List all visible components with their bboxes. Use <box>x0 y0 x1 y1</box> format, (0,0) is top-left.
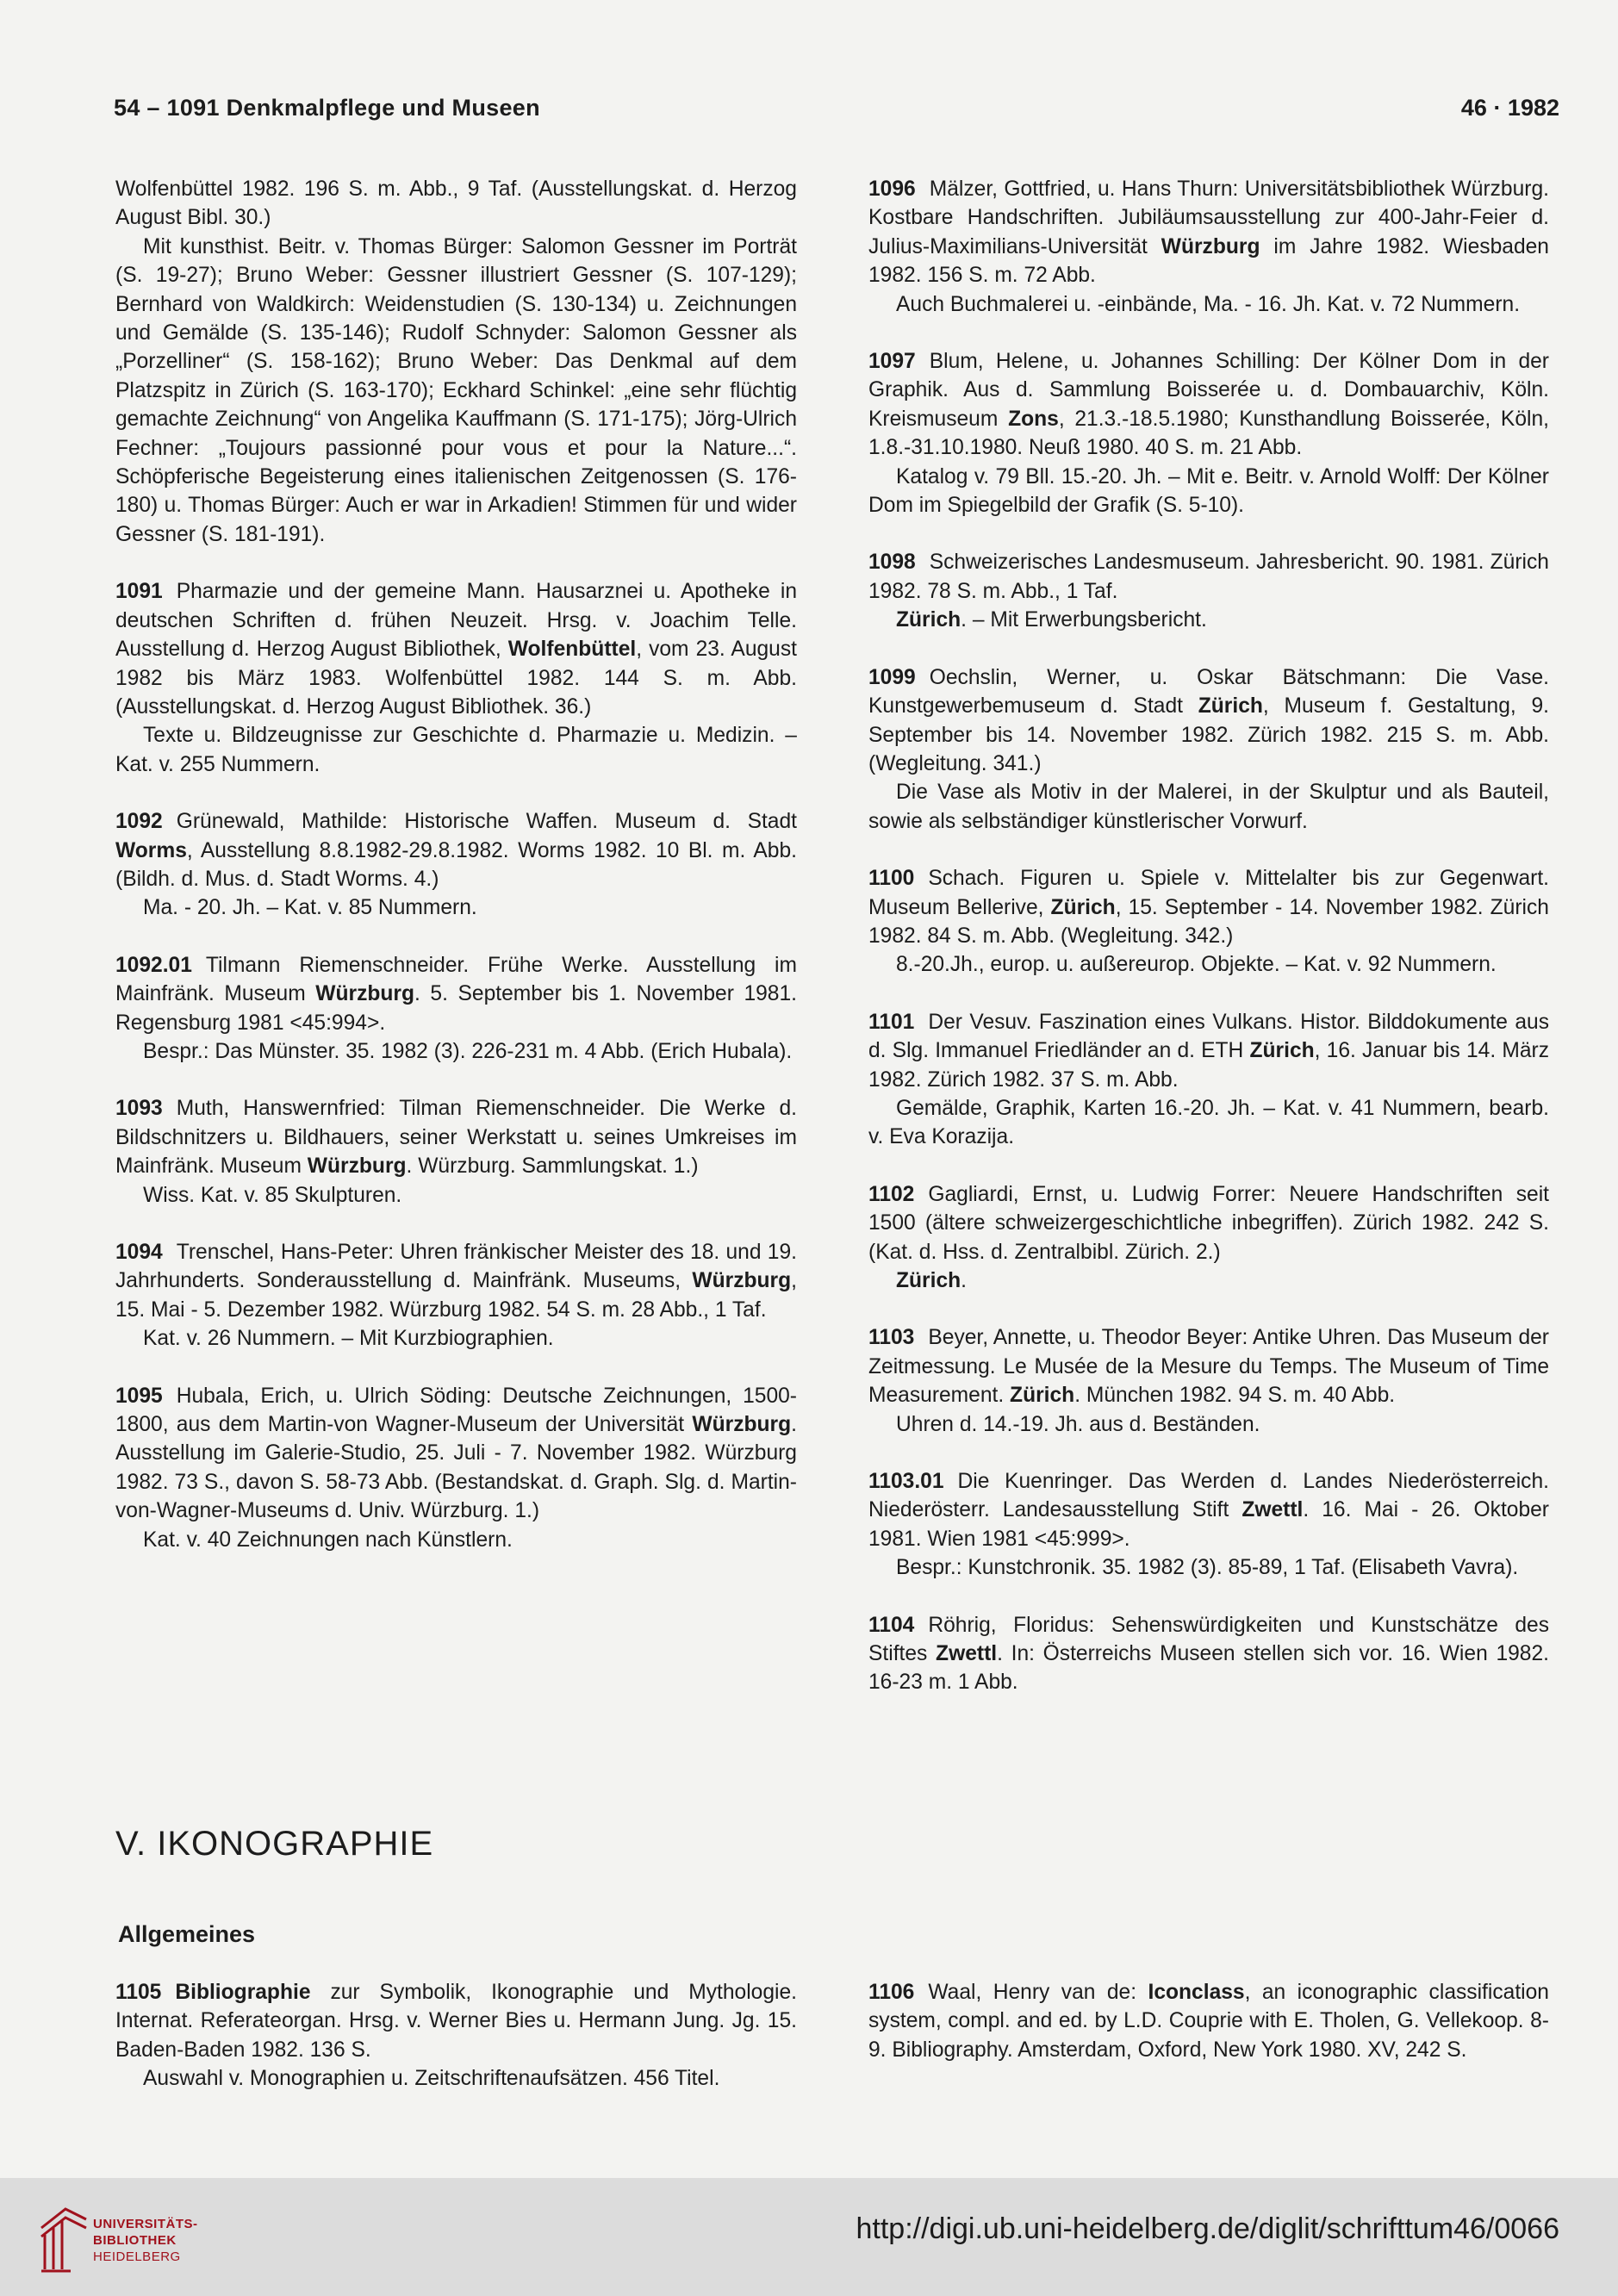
entry-text: zur Symbolik, Ikonographie und Mythologie. Internat. Referateorgan. Hrsg. v. Werner Bies u. Hermann Jung. Jg. 15. Baden-Baden 1982. 136 S. <box>115 1981 797 2062</box>
entry-text-after: , 15. September - 14. November 1982. Zürich 1982. 84 S. m. Abb. (Wegleitung. 342.) <box>868 895 1549 948</box>
right-column <box>868 175 1549 1726</box>
entry-text: Der Vesuv. Faszination eines Vulkans. Histor. Bilddokumente aus d. Slg. Immanuel Friedländer an d. ETH <box>868 1010 1549 1063</box>
entry-bold-term: Iconclass <box>1148 1981 1245 2004</box>
entry-cont <box>115 175 797 549</box>
entry-text: Mälzer, Gottfried, u. Hans Thurn: Universitätsbibliothek Würzburg. Kostbare Handschriften. Jubiläumsausstellung zur 400-Jahr-Feier d. Julius-Maximilians-Universität <box>868 177 1549 258</box>
entry-text: Blum, Helene, u. Johannes Schilling: Der Kölner Dom in der Graphik. Aus d. Sammlung Boisserée u. d. Dombauarchiv, Köln. Kreismuseum <box>868 350 1549 431</box>
entry-note-text: Wiss. Kat. v. 85 Skulpturen. <box>143 1183 402 1207</box>
library-name <box>93 2216 198 2265</box>
entry-number: 1099 <box>868 665 916 689</box>
entry-1095 <box>115 1382 797 1554</box>
library-name-line1: UNIVERSITÄTS- <box>93 2217 198 2231</box>
place-name: Zürich <box>896 1269 961 1292</box>
entry-note-text: 8.-20.Jh., europ. u. außereurop. Objekte. – Kat. v. 92 Nummern. <box>896 953 1497 977</box>
entry-number: 1101 <box>868 1010 915 1034</box>
entry-note-text: Kat. v. 26 Nummern. – Mit Kurzbiographien. <box>143 1327 554 1351</box>
footer-bar <box>0 2178 1618 2296</box>
entry-1096 <box>868 175 1549 319</box>
entry-1105 <box>115 1978 797 2122</box>
entry-note <box>868 1410 1549 1439</box>
library-name-line3: HEIDELBERG <box>93 2249 181 2264</box>
subsection-heading: Allgemeines <box>118 1921 256 1947</box>
entry-text-after: im Jahre 1982. Wiesbaden 1982. 156 S. m. 72 Abb. <box>868 234 1549 288</box>
entry-1106 <box>868 1978 1549 2093</box>
permalink-url[interactable]: http://digi.ub.uni-heidelberg.de/diglit/schrifttum46/0066 <box>856 2212 1559 2245</box>
entry-text: Beyer, Annette, u. Theodor Beyer: Antike Uhren. Das Museum der Zeitmessung. Le Musée de la Mesure du Temps. The Museum of Time Measurement. <box>868 1326 1549 1408</box>
place-name: Würzburg <box>692 1269 792 1293</box>
entry-1092 <box>115 807 797 923</box>
entry-1097 <box>868 347 1549 520</box>
place-name: Zürich <box>1249 1039 1315 1063</box>
entry-text: Gagliardi, Ernst, u. Ludwig Forrer: Neuere Handschriften seit 1500 (ältere schweizergeschichtliche inbegriffen). Zürich 1982. 242 S. (Kat. d. Hss. d. Zentralbibl. Zürich. 2.) <box>868 1182 1549 1264</box>
entry-number: 1103.01 <box>868 1470 944 1494</box>
entry-note-text: Mit kunsthist. Beitr. v. Thomas Bürger: Salomon Gessner im Porträt (S. 19-27); Bruno Weber: Gessner illustriert Gessner (S. 107-129); Bernhard von Waldkirch: Weidenstudien (S. 130-134) u. Zeichnungen und Gemälde (S. 135-146); Rudolf Schnyder: Salomon Gessner als „Porzelliner“ (S. 158-162); Bruno Weber: Das Denkmal auf dem Platzspitz in Zürich (S. 163-170); Eckhard Schinkel: „eine sehr flüchtig gemachte Zeichnung“ von Angelika Kauffmann (S. 171-175); Jörg-Ulrich Fechner: „Toujours passionné pour vous et pour la Nature...“. Schöpferische Begeisterung eines italienischen Zeitgenossen (S. 176-180) u. Thomas Bürger: Auch er war in Arkadien! Stimmen für und wider Gessner (S. 181-191). <box>115 234 797 546</box>
entry-1093 <box>115 1094 797 1210</box>
section-heading: V. IKONOGRAPHIE <box>115 1825 434 1863</box>
entry-text-after: . 5. September bis 1. November 1981. Regensburg 1981 <45:994>. <box>115 982 797 1035</box>
entry-note <box>115 233 797 549</box>
entry-note <box>868 950 1549 979</box>
entry-text: Tilmann Riemenschneider. Frühe Werke. Ausstellung im Mainfränk. Museum <box>115 953 797 1006</box>
entry-number: 1093 <box>115 1097 163 1121</box>
place-name: Zürich <box>1010 1384 1075 1408</box>
place-name: Zürich <box>1050 895 1116 919</box>
entry-note <box>115 1181 797 1210</box>
entry-number: 1094 <box>115 1241 163 1264</box>
entry-1091 <box>115 577 797 779</box>
entry-note <box>868 1553 1549 1582</box>
entry-number: 1092.01 <box>115 953 192 977</box>
entry-text-after: . Ausstellung im Galerie-Studio, 25. Juli - 7. November 1982. Würzburg 1982. 73 S., davon S. 58-73 Abb. (Bestandskat. d. Graph. Slg. d. Martin-von-Wagner-Museums d. Univ. Würzburg. 1.) <box>115 1413 797 1523</box>
entry-text: Wolfenbüttel 1982. 196 S. m. Abb., 9 Taf. (Ausstellungskat. d. Herzog August Bibl. 30.) <box>115 177 797 230</box>
entry-text: Pharmazie und der gemeine Mann. Hausarznei u. Apotheke in deutschen Schriften d. frühen Neuzeit. Hrsg. v. Joachim Telle. Ausstellung d. Herzog August Bibliothek, <box>115 580 797 662</box>
entry-note <box>115 1324 797 1353</box>
entry-text: Muth, Hanswernfried: Tilman Riemenschneider. Die Werke d. Bildschnitzers u. Bildhauers, seiner Werkstatt u. seines Umkreises im Mainfränk. Museum <box>115 1097 797 1179</box>
entry-text: Röhrig, Floridus: Sehenswürdigkeiten und Kunstschätze des Stiftes <box>868 1613 1549 1666</box>
entry-text-after: . Würzburg. Sammlungskat. 1.) <box>406 1154 699 1179</box>
entry-note-text: Katalog v. 79 Bll. 15.-20. Jh. – Mit e. Beitr. v. Arnold Wolff: Der Kölner Dom im Spiegelbild der Grafik (S. 5-10). <box>868 464 1549 518</box>
entry-text: Trenschel, Hans-Peter: Uhren fränkischer Meister des 18. und 19. Jahrhunderts. Sonderausstellung d. Mainfränk. Museums, <box>115 1241 797 1293</box>
entry-note <box>868 1266 1549 1295</box>
entry-text-after: . 16. Mai - 26. Oktober 1981. Wien 1981 <45:999>. <box>868 1498 1549 1551</box>
entry-1092-01 <box>115 951 797 1067</box>
entry-text-after: , Ausstellung 8.8.1982-29.8.1982. Worms 1982. 10 Bl. m. Abb. (Bildh. d. Mus. d. Stadt Worms. 4.) <box>115 838 797 891</box>
entry-note-text: . – Mit Erwerbungsbericht. <box>961 608 1207 632</box>
place-name: Würzburg <box>1161 234 1260 258</box>
entry-note-text: Die Vase als Motiv in der Malerei, in der Skulptur und als Bauteil, sowie als selbständiger künstlerischer Vorwurf. <box>868 781 1549 833</box>
entry-number: 1097 <box>868 350 916 374</box>
entry-number: 1106 <box>868 1981 915 2004</box>
running-header-right: 46 · 1982 <box>1460 95 1559 121</box>
entry-text-after: , an iconographic classification system, compl. and ed. by L.D. Couprie with E. Tholen, G. Vellekoop. 8-9. Bibliography. Amsterdam, Oxford, New York 1980. XV, 242 S. <box>868 1981 1549 2062</box>
running-header-left: 54 – 1091 Denkmalpflege und Museen <box>114 95 540 121</box>
entry-text-after: . München 1982. 94 S. m. 40 Abb. <box>1074 1384 1396 1408</box>
entry-note-text: Kat. v. 40 Zeichnungen nach Künstlern. <box>143 1528 513 1552</box>
entry-note-text: Bespr.: Das Münster. 35. 1982 (3). 226-231 m. 4 Abb. (Erich Hubala). <box>143 1039 793 1063</box>
library-name-line2: BIBLIOTHEK <box>93 2233 177 2248</box>
entry-text: Waal, Henry van de: <box>928 1981 1137 2004</box>
entry-1104 <box>868 1611 1549 1697</box>
entry-note-text: Bespr.: Kunstchronik. 35. 1982 (3). 85-89, 1 Taf. (Elisabeth Vavra). <box>896 1556 1519 1580</box>
place-name: Zwettl <box>936 1642 998 1666</box>
entry-number: 1105 <box>115 1981 162 2004</box>
entry-number: 1100 <box>868 867 915 891</box>
entry-note <box>868 1094 1549 1152</box>
place-name: Zürich <box>896 608 961 632</box>
entry-note-text: Ma. - 20. Jh. – Kat. v. 85 Nummern. <box>143 896 477 920</box>
entry-note-text: Gemälde, Graphik, Karten 16.-20. Jh. – Kat. v. 41 Nummern, bearb. v. Eva Korazija. <box>868 1096 1549 1149</box>
place-name: Zwettl <box>1242 1498 1304 1522</box>
entry-number: 1095 <box>115 1384 163 1408</box>
entry-note-text: Auch Buchmalerei u. -einbände, Ma. - 16. Jh. Kat. v. 72 Nummern. <box>896 292 1521 316</box>
entry-note <box>115 893 797 922</box>
entry-text-after: , 21.3.-18.5.1980; Kunsthandlung Boisserée, Köln, 1.8.-31.10.1980. Neuß 1980. 40 S. m. 21 Abb. <box>868 407 1549 460</box>
entry-number: 1104 <box>868 1613 915 1637</box>
entry-note: Auswahl v. Monographien u. Zeitschriftenaufsätzen. 456 Titel. <box>143 2067 720 2091</box>
entry-text: Die Kuenringer. Das Werden d. Landes Niederösterreich. Niederösterr. Landesausstellung Stift <box>868 1470 1549 1522</box>
entry-note <box>868 606 1549 634</box>
entry-1094 <box>115 1238 797 1353</box>
place-name: Zürich <box>1198 694 1263 719</box>
entry-note-text: Texte u. Bildzeugnisse zur Geschichte d. Pharmazie u. Medizin. – Kat. v. 255 Nummern. <box>115 724 797 776</box>
entry-note <box>868 463 1549 520</box>
entry-1099 <box>868 663 1549 836</box>
place-name: Wolfenbüttel <box>507 638 637 662</box>
entry-1098 <box>868 548 1549 634</box>
entry-number: 1092 <box>115 810 163 834</box>
library-logo-icon[interactable] <box>36 2202 91 2274</box>
entry-number: 1091 <box>115 580 163 604</box>
entry-text: Grünewald, Mathilde: Historische Waffen. Museum d. Stadt <box>176 810 797 834</box>
left-column <box>115 175 797 1583</box>
entry-note <box>115 721 797 779</box>
entry-note <box>868 290 1549 319</box>
place-name: Zons <box>1008 407 1059 431</box>
entry-1101 <box>868 1008 1549 1152</box>
entry-text-after: , 15. Mai - 5. Dezember 1982. Würzburg 1982. 54 S. m. 28 Abb., 1 Taf. <box>115 1269 797 1322</box>
entry-text-after: , 16. Januar bis 14. März 1982. Zürich 1982. 37 S. m. Abb. <box>868 1039 1549 1092</box>
entry-note-text: . <box>961 1269 967 1292</box>
place-name: Worms <box>115 838 187 862</box>
entry-text: Oechslin, Werner, u. Oskar Bätschmann: Die Vase. Kunstgewerbemuseum d. Stadt <box>868 665 1549 719</box>
entry-text: Schweizerisches Landesmuseum. Jahresbericht. 90. 1981. Zürich 1982. 78 S. m. Abb., 1 Taf. <box>868 551 1549 603</box>
entry-text: Hubala, Erich, u. Ulrich Söding: Deutsche Zeichnungen, 1500-1800, aus dem Martin-von Wagner-Museum der Universität <box>115 1384 797 1437</box>
entry-text-after: , Museum f. Gestaltung, 9. September bis 14. November 1982. Zürich 1982. 215 S. m. Abb. (Wegleitung. 341.) <box>868 694 1550 775</box>
entry-number: 1103 <box>868 1326 915 1350</box>
entry-number: 1098 <box>868 551 916 575</box>
entry-text-after: . In: Österreichs Museen stellen sich vor. 16. Wien 1982. 16-23 m. 1 Abb. <box>868 1642 1549 1695</box>
entry-bold-term: Bibliographie <box>175 1981 311 2004</box>
entry-1102 <box>868 1180 1549 1296</box>
entry-note-text: Uhren d. 14.-19. Jh. aus d. Beständen. <box>896 1412 1260 1436</box>
entry-1103-01 <box>868 1467 1549 1583</box>
entry-note <box>115 1526 797 1554</box>
entry-number: 1096 <box>868 177 916 201</box>
entry-note <box>868 778 1549 836</box>
place-name: Würzburg <box>307 1154 407 1179</box>
entry-text: Schach. Figuren u. Spiele v. Mittelalter bis zur Gegenwart. Museum Bellerive, <box>868 867 1549 919</box>
place-name: Würzburg <box>692 1413 792 1437</box>
entry-1103 <box>868 1323 1549 1439</box>
entry-text-after: , vom 23. August 1982 bis März 1983. Wolfenbüttel 1982. 144 S. m. Abb. (Ausstellungskat. d. Herzog August Bibliothek. 36.) <box>115 638 797 719</box>
entry-1100 <box>868 864 1549 980</box>
place-name: Würzburg <box>315 982 415 1006</box>
entry-number: 1102 <box>868 1182 915 1206</box>
entry-note <box>115 1037 797 1066</box>
